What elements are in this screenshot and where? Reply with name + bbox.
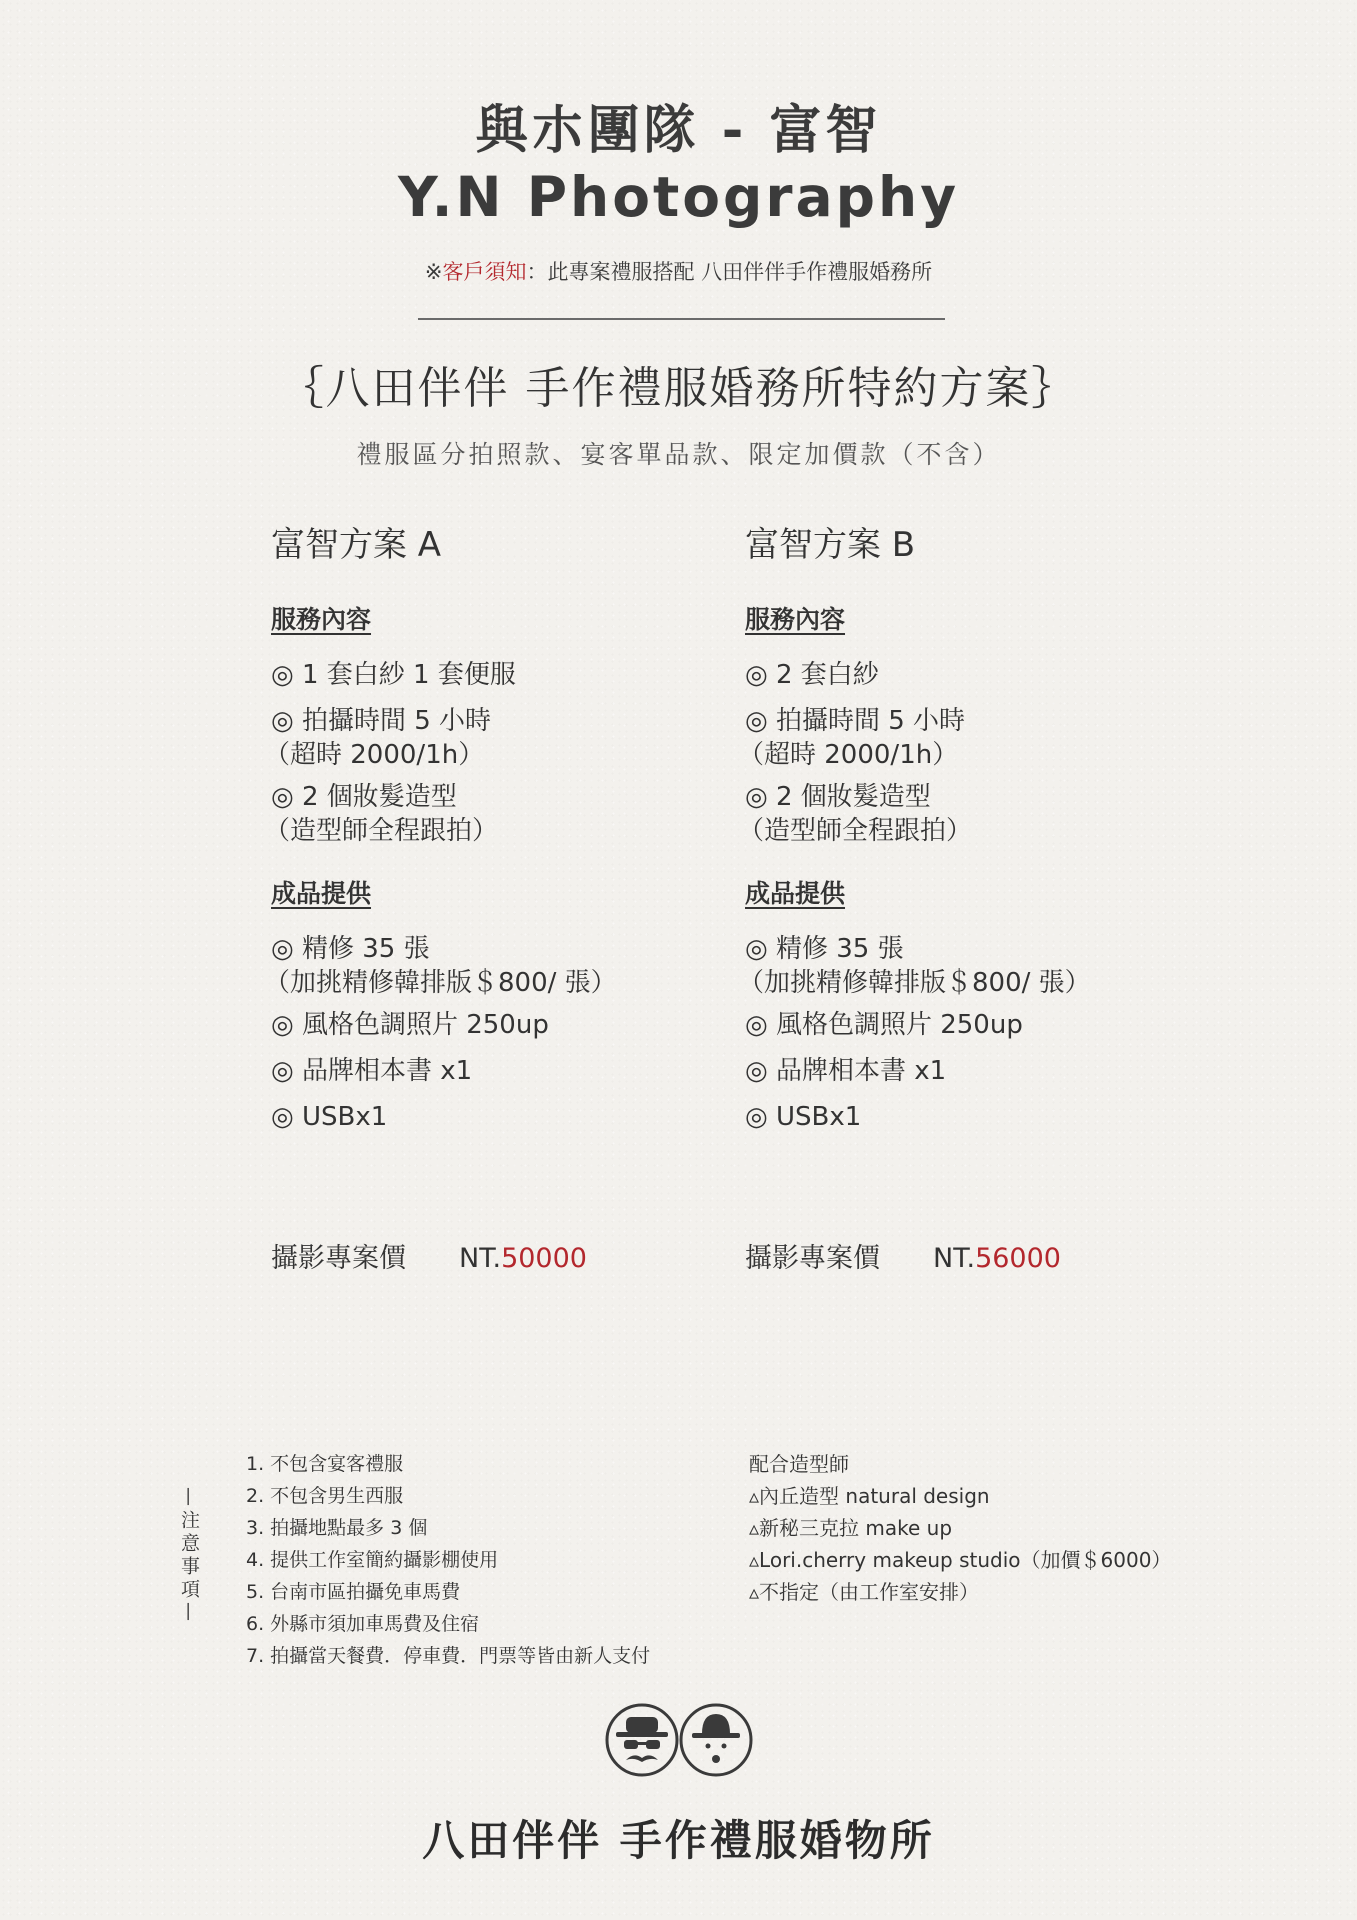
stylist-item: ▵不指定（由工作室安排） [749, 1580, 980, 1604]
notes-list [246, 1448, 650, 1672]
notes-item: 2. 不包含男生西服 [246, 1485, 404, 1507]
plan-b-product-item: ◎ USBx1 [745, 1102, 862, 1132]
plan-b-product-item: ◎ 精修 35 張 [745, 934, 904, 964]
plan-b-price-value: 56000 [975, 1243, 1061, 1274]
notice-prefix: ※ [424, 260, 443, 284]
plan-title: ｛八田伴伴 手作禮服婚務所特約方案｝ [279, 363, 1078, 414]
stylists-list [749, 1448, 1171, 1608]
plan-a-title: 富智方案 A [271, 525, 442, 565]
stylist-item: ▵新秘三克拉 make up [749, 1516, 953, 1540]
plan-a-service-note: （造型師全程跟拍） [264, 816, 499, 846]
plan-b-price [745, 1236, 1061, 1275]
plan-a-service-note: （超時 2000/1h） [264, 740, 485, 770]
plan-a-product-item: ◎ 品牌相本書 x1 [271, 1056, 473, 1086]
notes-item: 4. 提供工作室簡約攝影棚使用 [246, 1549, 499, 1571]
plan-a-service-item: ◎ 2 個妝髮造型 [271, 782, 457, 812]
plan-b-service-note: （超時 2000/1h） [738, 740, 959, 770]
plan-a-products-label: 成品提供 [271, 879, 372, 908]
notice-text: ：此專案禮服搭配 八田伴伴手作禮服婚務所 [526, 260, 933, 284]
plan-b-service-item: ◎ 2 套白紗 [745, 660, 879, 690]
plan-b-products-label: 成品提供 [745, 879, 846, 908]
plan-b-product-note: （加挑精修韓排版＄800/ 張） [738, 968, 1091, 998]
two-hats-mustache-logo-icon [604, 1700, 754, 1780]
plan-b-service-item: ◎ 拍攝時間 5 小時 [745, 706, 966, 736]
notes-vertical-label: —注意事項— [178, 1487, 200, 1625]
plan-b-service-note: （造型師全程跟拍） [738, 816, 973, 846]
plan-a-price [271, 1236, 587, 1275]
plan-a-price-value: 50000 [501, 1243, 587, 1274]
plan-a-product-item: ◎ 精修 35 張 [271, 934, 430, 964]
brand-title-en: Y.N Photography [397, 165, 960, 229]
divider [418, 318, 945, 320]
notice-highlight: 客戶須知 [442, 260, 527, 284]
notes-item: 1. 不包含宴客禮服 [246, 1453, 404, 1475]
plan-a-product-item: ◎ USBx1 [271, 1102, 388, 1132]
notes-item: 3. 拍攝地點最多 3 個 [246, 1517, 428, 1539]
plan-b-service-item: ◎ 2 個妝髮造型 [745, 782, 931, 812]
plan-a-product-item: ◎ 風格色調照片 250up [271, 1010, 549, 1040]
brand-title-zh: 與朩團隊 - 富智 [475, 101, 882, 161]
plan-b-title: 富智方案 B [745, 525, 916, 565]
plan-b-services-label: 服務內容 [745, 605, 846, 634]
stylist-item: ▵Lori.cherry makeup studio（加價＄6000） [749, 1548, 1172, 1572]
notes-item: 6. 外縣市須加車馬費及住宿 [246, 1613, 480, 1635]
plan-b-price-label: 攝影專案價 [745, 1243, 880, 1274]
plan-b-product-item: ◎ 品牌相本書 x1 [745, 1056, 947, 1086]
footer-brand-name: 八田伴伴 手作禮服婚物所 [422, 1816, 935, 1865]
plan-subtitle: 禮服區分拍照款、宴客單品款、限定加價款（不含） [356, 440, 1001, 469]
stylists-title: 配合造型師 [749, 1452, 849, 1476]
customer-notice [0, 256, 1357, 286]
plan-a-product-note: （加挑精修韓排版＄800/ 張） [264, 968, 617, 998]
notes-item: 5. 台南市區拍攝免車馬費 [246, 1581, 461, 1603]
plan-a-column [264, 525, 711, 1145]
plan-b-column [738, 525, 1185, 1145]
notes-item: 7. 拍攝當天餐費．停車費．門票等皆由新人支付 [246, 1645, 651, 1667]
plan-a-price-prefix: NT. [459, 1243, 502, 1274]
plan-a-service-item: ◎ 拍攝時間 5 小時 [271, 706, 492, 736]
plan-b-product-item: ◎ 風格色調照片 250up [745, 1010, 1023, 1040]
plan-a-price-label: 攝影專案價 [271, 1243, 406, 1274]
plan-a-services-label: 服務內容 [271, 605, 372, 634]
stylist-item: ▵內丘造型 natural design [749, 1484, 990, 1508]
plan-b-price-prefix: NT. [933, 1243, 976, 1274]
plan-a-service-item: ◎ 1 套白紗 1 套便服 [271, 660, 516, 690]
